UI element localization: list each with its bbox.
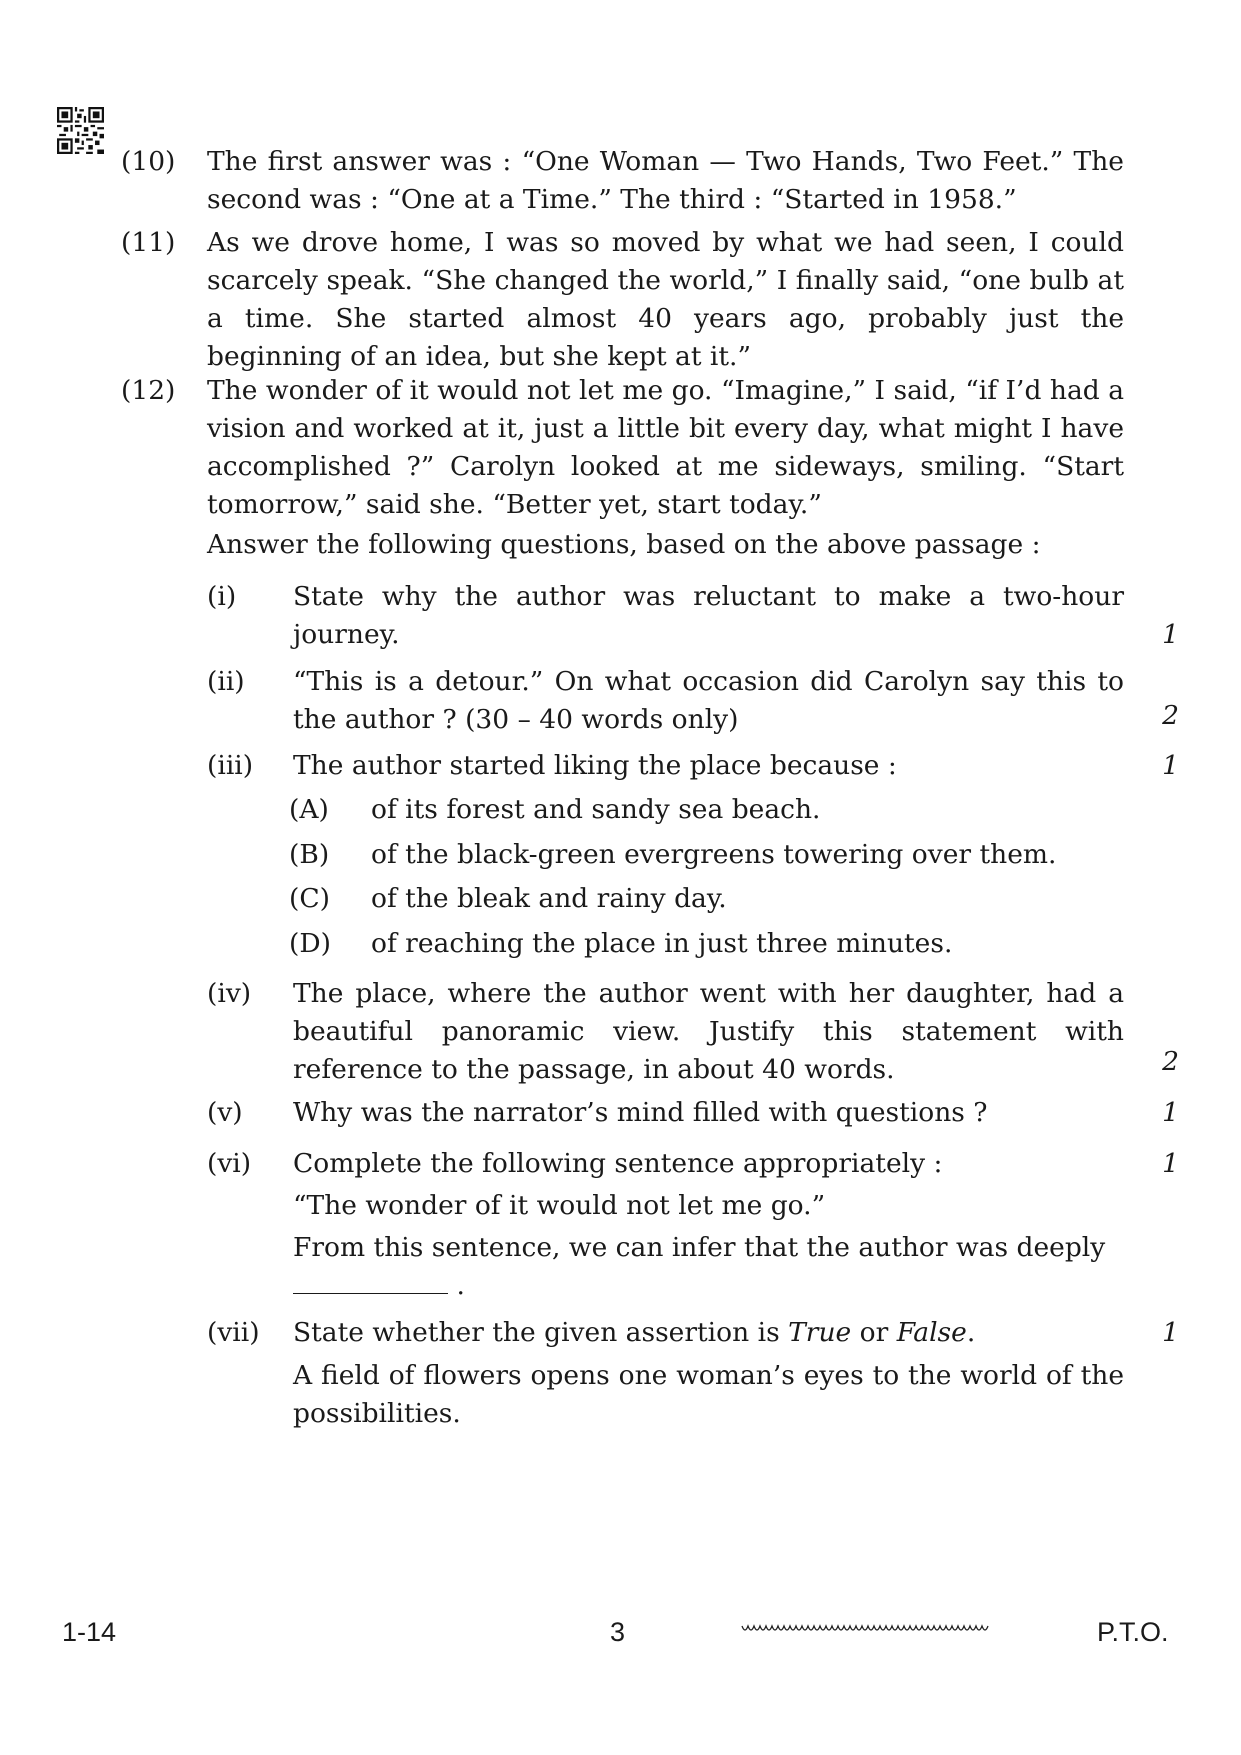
option-text: of reaching the place in just three minutes. [371,928,953,959]
paragraph-number: (11) [121,227,176,258]
option-letter: (D) [289,928,331,959]
question-text: The author started liking the place because : [293,750,897,781]
page-code: 1-14 [62,1617,117,1647]
question-text: Complete the following sentence appropriately : [293,1148,943,1179]
question-marks: 1 [1162,1317,1179,1348]
paragraph-text: As we drove home, I was so moved by what we had seen, I could scarcely speak. “She changed the world,” I finally said, “one bulb at a time. She started almost 40 years ago, probably just the beginning of an idea, but she kept at it.” [207,227,1124,372]
question-marks: 1 [1162,1148,1179,1179]
option-text: of the bleak and rainy day. [371,883,727,914]
option-letter: (C) [289,883,330,914]
question-text-start: State whether the given assertion is [293,1317,789,1348]
question-marks: 1 [1162,619,1179,650]
question-number: (i) [207,581,237,612]
option-text: of its forest and sandy sea beach. [371,794,821,825]
question-text: Why was the narrator’s mind filled with questions ? [293,1097,988,1128]
paragraph-number: (12) [121,375,176,406]
option-text: of the black-green evergreens towering over them. [371,839,1057,870]
qr-code-icon [57,107,104,154]
paragraph-text: The first answer was : “One Woman — Two Hands, Two Feet.” The second was : “One at a Time.” The third : “Started in 1958.” [207,146,1124,215]
question-marks: 2 [1162,1046,1179,1077]
blank-end: . [456,1270,465,1301]
page-number: 3 [610,1617,626,1647]
question-number: (vii) [207,1317,260,1348]
assertion-text: A field of flowers opens one woman’s eyes to the world of the possibilities. [293,1360,1124,1429]
instruction-text: Answer the following questions, based on the above passage : [207,529,1041,560]
true-word: True [788,1317,852,1348]
question-text [293,1314,1124,1352]
question-text: State why the author was reluctant to make a two-hour journey. [293,581,1124,650]
question-text-end: . [966,1317,976,1348]
quoted-sentence: “The wonder of it would not let me go.” [293,1190,826,1221]
option-letter: (B) [289,839,330,870]
or-word: or [851,1317,897,1348]
option-letter: (A) [289,794,329,825]
question-marks: 1 [1162,750,1179,781]
pto-label: P.T.O. [1097,1617,1169,1647]
paragraph-number: (10) [121,146,176,177]
answer-blank [293,1267,448,1294]
question-marks: 2 [1162,700,1179,731]
question-text: “This is a detour.” On what occasion did Carolyn say this to the author ? (30 – 40 words only) [293,666,1124,735]
false-word: False [896,1317,967,1348]
inference-text: From this sentence, we can infer that the author was deeply [293,1232,1106,1263]
inference-prompt [293,1229,1124,1305]
question-text: The place, where the author went with her daughter, had a beautiful panoramic view. Justify this statement with reference to the passage, in about 40 words. [293,978,1124,1085]
wavy-line-decoration [740,1618,993,1638]
question-number: (ii) [207,666,245,697]
question-number: (iv) [207,978,252,1009]
paragraph-text: The wonder of it would not let me go. “Imagine,” I said, “if I’d had a vision and worked at it, just a little bit every day, what might I have accomplished ?” Carolyn looked at me sideways, smiling. “Start tomorrow,” said she. “Better yet, start today.” [207,375,1124,520]
question-marks: 1 [1162,1097,1179,1128]
question-number: (vi) [207,1148,252,1179]
question-number: (v) [207,1097,243,1128]
question-number: (iii) [207,750,254,781]
